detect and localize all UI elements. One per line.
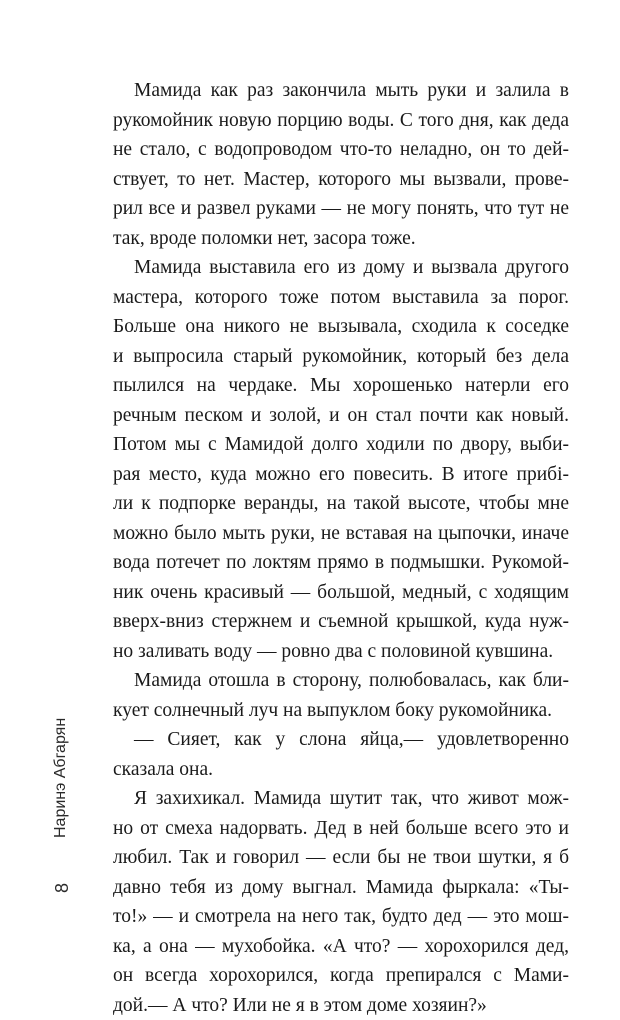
text-line: речным песком и золой, и он стал почти как новый.: [113, 401, 569, 431]
text-line: рил все и развел руками — не могу понять, что тут не: [113, 194, 569, 224]
text-line: но от смеха надорвать. Дед в ней больше всего это и: [113, 814, 569, 844]
text-line: ка, а она — мухобойка. «А что? — хорохорился дед,: [113, 932, 569, 962]
text-line: Потом мы с Мамидой долго ходили по двору, выби-: [113, 430, 569, 460]
text-line: то!» — и смотрела на него так, будто дед — это мош-: [113, 902, 569, 932]
text-line: мастера, которого тоже потом выставила за порог.: [113, 283, 569, 313]
text-line: Больше она никого не вызывала, сходила к соседке: [113, 312, 569, 342]
text-line: Мамида отошла в сторону, полюбовалась, как бли-: [113, 666, 569, 696]
text-line: — Сияет, как у слона яйца,— удовлетворенно: [113, 725, 569, 755]
text-line: пылился на чердаке. Мы хорошенько натерли его: [113, 371, 569, 401]
text-line: любил. Так и говорил — если бы не твои шутки, я б: [113, 843, 569, 873]
page-number: 8: [52, 883, 73, 893]
text-line: не стало, с водопроводом что-то неладно, он то дей-: [113, 135, 569, 165]
text-line: Мамида выставила его из дому и вызвала другого: [113, 253, 569, 283]
text-line: рукомойник новую порцию воды. С того дня, как деда: [113, 106, 569, 136]
text-line: но заливать воду — ровно два с половиной кувшина.: [113, 637, 569, 667]
text-line: вода потечет по локтям прямо в подмышки. Рукомой-: [113, 548, 569, 578]
text-line: так, вроде поломки нет, засора тоже.: [113, 224, 569, 254]
text-line: рая место, куда можно его повесить. В итоге прибі-: [113, 460, 569, 490]
text-line: он всегда хорохорился, когда препирался с Мами-: [113, 961, 569, 991]
text-line: сказала она.: [113, 755, 569, 785]
text-line: дой.— А что? Или не я в этом доме хозяин?»: [113, 991, 569, 1020]
body-text: [113, 76, 569, 1020]
text-line: давно тебя из дому выгнал. Мамида фыркала: «Ты-: [113, 873, 569, 903]
text-line: и выпросила старый рукомойник, который без дела: [113, 342, 569, 372]
text-line: ник очень красивый — большой, медный, с ходящим: [113, 578, 569, 608]
text-line: вверх-вниз стержнем и съемной крышкой, куда нуж-: [113, 607, 569, 637]
text-line: ли к подпорке веранды, на такой высоте, чтобы мне: [113, 489, 569, 519]
text-line: Мамида как раз закончила мыть руки и залила в: [113, 76, 569, 106]
author-name: Наринэ Абгарян: [52, 718, 69, 838]
text-line: Я захихикал. Мамида шутит так, что живот мож-: [113, 784, 569, 814]
text-line: кует солнечный луч на выпуклом боку рукомойника.: [113, 696, 569, 726]
text-line: можно было мыть руки, не вставая на цыпочки, иначе: [113, 519, 569, 549]
text-line: ствует, то нет. Мастер, которого мы вызвали, прове-: [113, 165, 569, 195]
running-header-author: [52, 718, 70, 838]
